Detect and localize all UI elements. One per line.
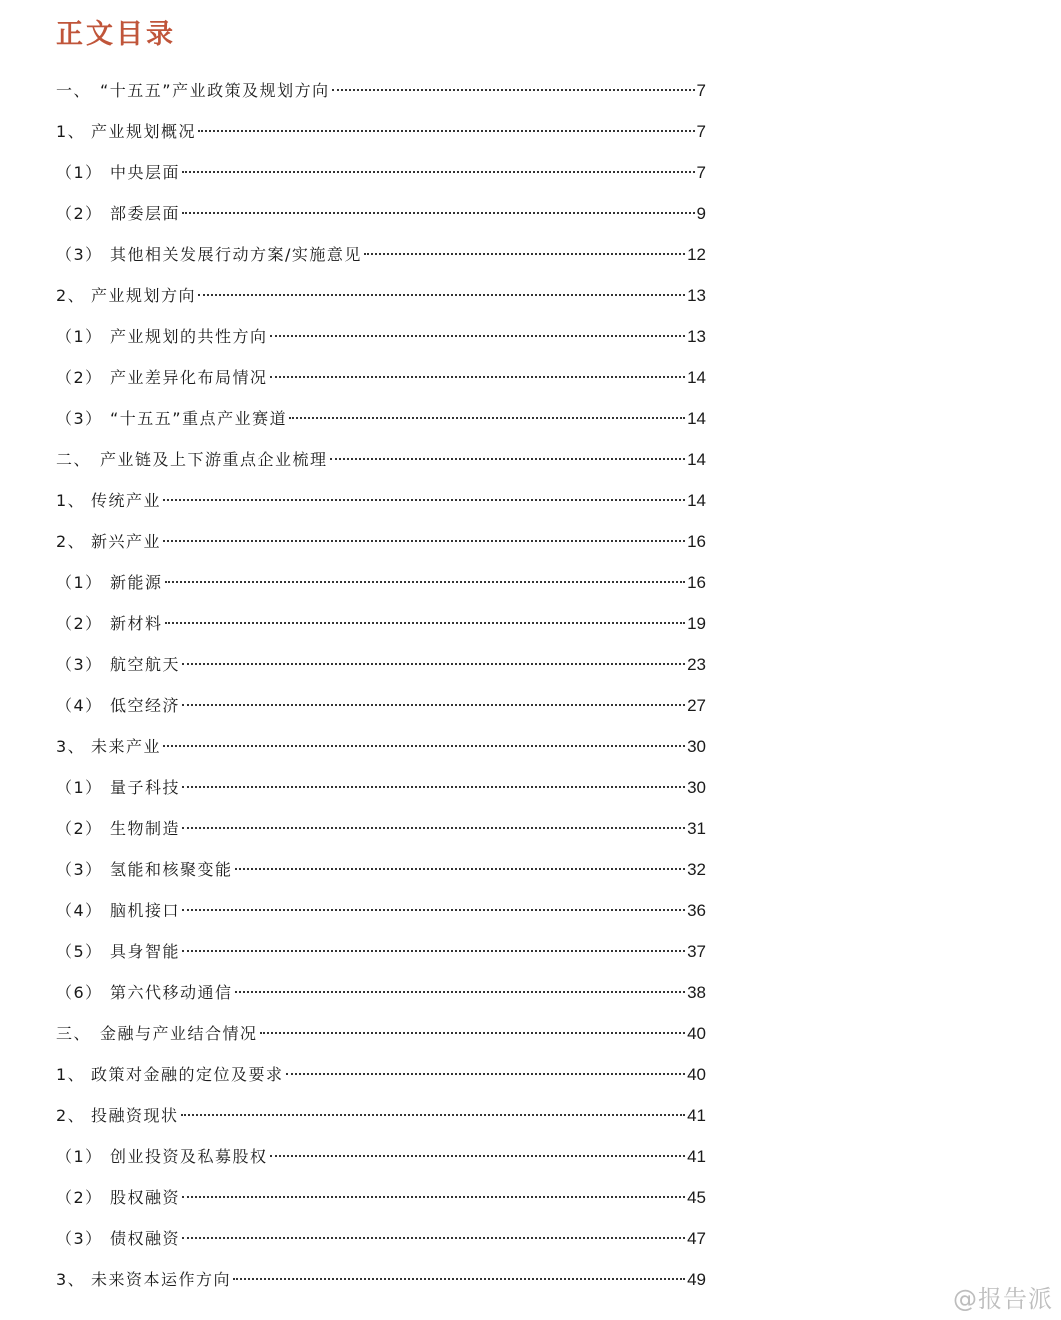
toc-entry[interactable] — [56, 569, 706, 610]
dot-leader — [163, 540, 685, 542]
dot-leader — [181, 1114, 686, 1116]
dot-leader — [332, 89, 695, 91]
toc-entry-number: （4） — [56, 901, 103, 920]
toc-entry-label: 氢能和核聚变能 — [110, 860, 233, 879]
toc-entry[interactable] — [56, 446, 706, 487]
toc-entry-page: 30 — [687, 737, 706, 756]
toc-entry-page: 14 — [687, 409, 706, 428]
toc-entry-number: （3） — [56, 655, 103, 674]
dot-leader — [182, 704, 685, 706]
dot-leader — [233, 1278, 685, 1280]
dot-leader — [163, 499, 685, 501]
toc-entry-page: 37 — [687, 942, 706, 961]
toc-entry-page: 16 — [687, 573, 706, 592]
toc-entry-page: 9 — [696, 204, 706, 223]
toc-entry-number: （3） — [56, 1229, 103, 1248]
toc-entry[interactable] — [56, 241, 706, 282]
toc-entry[interactable] — [56, 897, 706, 938]
toc-entry-label: 未来产业 — [91, 737, 162, 756]
toc-entry[interactable] — [56, 938, 706, 979]
toc-entry[interactable] — [56, 774, 706, 815]
toc-entry[interactable] — [56, 77, 706, 118]
dot-leader — [330, 458, 686, 460]
toc-entry-page: 41 — [687, 1147, 706, 1166]
dot-leader — [182, 909, 685, 911]
toc-entry-page: 14 — [687, 450, 706, 469]
toc-entry[interactable] — [56, 1266, 706, 1307]
toc-entry-label: 创业投资及私募股权 — [110, 1147, 268, 1166]
toc-entry-number: 二、 — [56, 450, 92, 469]
toc-entry[interactable] — [56, 528, 706, 569]
dot-leader — [270, 376, 686, 378]
toc-entry-number: （1） — [56, 1147, 103, 1166]
toc-entry-page: 41 — [687, 1106, 706, 1125]
toc-entry[interactable] — [56, 1225, 706, 1266]
toc-entry-page: 32 — [687, 860, 706, 879]
toc-entry-page: 45 — [687, 1188, 706, 1207]
toc-entry-page: 38 — [687, 983, 706, 1002]
toc-entry-label: 中央层面 — [110, 163, 181, 182]
dot-leader — [165, 581, 686, 583]
toc-entry-label: 政策对金融的定位及要求 — [91, 1065, 284, 1084]
toc-entry[interactable] — [56, 405, 706, 446]
toc-entry[interactable] — [56, 159, 706, 200]
toc-entry[interactable] — [56, 856, 706, 897]
dot-leader — [182, 212, 695, 214]
toc-entry-page: 49 — [687, 1270, 706, 1289]
toc-entry[interactable] — [56, 979, 706, 1020]
toc-entry-label: 产业差异化布局情况 — [110, 368, 268, 387]
toc-entry-number: （1） — [56, 327, 103, 346]
toc-entry-page: 30 — [687, 778, 706, 797]
dot-leader — [198, 130, 695, 132]
toc-entry-label: 其他相关发展行动方案/实施意见 — [110, 245, 362, 264]
toc-entry-label: 新兴产业 — [91, 532, 162, 551]
toc-entry[interactable] — [56, 1184, 706, 1225]
toc-entry-page: 13 — [687, 327, 706, 346]
toc-entry-label: 脑机接口 — [110, 901, 181, 920]
toc-entry-page: 40 — [687, 1024, 706, 1043]
dot-leader — [182, 786, 685, 788]
toc-entry-number: （5） — [56, 942, 103, 961]
toc-entry-page: 12 — [687, 245, 706, 264]
toc-entry-label: 投融资现状 — [91, 1106, 179, 1125]
toc-entry-number: 3、 — [56, 1270, 86, 1289]
toc-entry-page: 7 — [696, 81, 706, 100]
toc-entry-label: 低空经济 — [110, 696, 181, 715]
toc-entry-number: 1、 — [56, 491, 86, 510]
dot-leader — [260, 1032, 686, 1034]
toc-entry-number: 3、 — [56, 737, 86, 756]
toc-entry-number: （4） — [56, 696, 103, 715]
toc-entry-label: 新能源 — [110, 573, 163, 592]
toc-entry[interactable] — [56, 733, 706, 774]
dot-leader — [235, 991, 686, 993]
toc-entry-label: 股权融资 — [110, 1188, 181, 1207]
dot-leader — [270, 335, 686, 337]
toc-entry[interactable] — [56, 118, 706, 159]
dot-leader — [163, 745, 685, 747]
toc-entry-page: 14 — [687, 368, 706, 387]
toc-entry[interactable] — [56, 1143, 706, 1184]
dot-leader — [364, 253, 685, 255]
dot-leader — [182, 1196, 685, 1198]
toc-entry-label: 产业链及上下游重点企业梳理 — [100, 450, 328, 469]
dot-leader — [165, 622, 686, 624]
toc-entry-number: （3） — [56, 860, 103, 879]
toc-entry[interactable] — [56, 282, 706, 323]
toc-entry-label: 新材料 — [110, 614, 163, 633]
toc-entry-number: 2、 — [56, 286, 86, 305]
toc-entry-number: 1、 — [56, 122, 86, 141]
toc-entry-label: 航空航天 — [110, 655, 181, 674]
toc-entry-page: 36 — [687, 901, 706, 920]
toc-entry-number: （2） — [56, 1188, 103, 1207]
toc-entry[interactable] — [56, 1102, 706, 1143]
toc-entry-number: （2） — [56, 614, 103, 633]
dot-leader — [182, 1237, 685, 1239]
toc-entry[interactable] — [56, 1020, 706, 1061]
toc-entry[interactable] — [56, 1061, 706, 1102]
toc-entry-label: 部委层面 — [110, 204, 181, 223]
toc-entry-number: （3） — [56, 409, 103, 428]
dot-leader — [286, 1073, 686, 1075]
toc-entry-label: 第六代移动通信 — [110, 983, 233, 1002]
toc-entry-label: 生物制造 — [110, 819, 181, 838]
toc-entry[interactable] — [56, 610, 706, 651]
toc-entry-page: 19 — [687, 614, 706, 633]
watermark: @报告派 — [953, 1285, 1053, 1313]
toc-entry-number: 2、 — [56, 1106, 86, 1125]
dot-leader — [289, 417, 685, 419]
toc-entry-page: 13 — [687, 286, 706, 305]
toc-entry[interactable] — [56, 200, 706, 241]
toc-entry-label: 传统产业 — [91, 491, 162, 510]
toc-entry-page: 14 — [687, 491, 706, 510]
toc-entry-page: 40 — [687, 1065, 706, 1084]
toc-entry-number: （2） — [56, 204, 103, 223]
toc-entry-label: 金融与产业结合情况 — [100, 1024, 258, 1043]
toc-entry[interactable] — [56, 692, 706, 733]
dot-leader — [235, 868, 686, 870]
toc-entry-number: （3） — [56, 245, 103, 264]
toc-entry[interactable] — [56, 651, 706, 692]
toc-entry-number: 1、 — [56, 1065, 86, 1084]
toc-entry[interactable] — [56, 364, 706, 405]
toc-entry-label: 量子科技 — [110, 778, 181, 797]
toc-entry-page: 27 — [687, 696, 706, 715]
toc-entry-number: （1） — [56, 163, 103, 182]
toc-entry-page: 23 — [687, 655, 706, 674]
toc-entry-number: （1） — [56, 573, 103, 592]
toc-entry-label: 债权融资 — [110, 1229, 181, 1248]
toc-entry-number: 三、 — [56, 1024, 92, 1043]
toc-entry-number: 一、 — [56, 81, 92, 100]
toc-entry-page: 7 — [696, 122, 706, 141]
toc-entry-page: 16 — [687, 532, 706, 551]
toc-entry-label: 产业规划方向 — [91, 286, 197, 305]
toc-entry-number: （6） — [56, 983, 103, 1002]
toc-entry-label: 具身智能 — [110, 942, 181, 961]
toc-entry[interactable] — [56, 323, 706, 364]
toc-entry-label: 未来资本运作方向 — [91, 1270, 232, 1289]
toc-entry-label: “十五五”产业政策及规划方向 — [100, 81, 330, 100]
dot-leader — [270, 1155, 686, 1157]
toc-entry-label: 产业规划概况 — [91, 122, 197, 141]
toc-entry-number: （2） — [56, 368, 103, 387]
page-title: 正文目录 — [56, 19, 176, 50]
dot-leader — [182, 827, 685, 829]
dot-leader — [182, 171, 695, 173]
toc-entry-number: 2、 — [56, 532, 86, 551]
toc-entry-page: 31 — [687, 819, 706, 838]
dot-leader — [182, 663, 685, 665]
dot-leader — [182, 950, 685, 952]
toc-entry[interactable] — [56, 487, 706, 528]
table-of-contents — [56, 77, 706, 1307]
toc-entry-page: 47 — [687, 1229, 706, 1248]
toc-entry-number: （2） — [56, 819, 103, 838]
toc-entry-number: （1） — [56, 778, 103, 797]
toc-entry-label: 产业规划的共性方向 — [110, 327, 268, 346]
toc-entry-label: “十五五”重点产业赛道 — [110, 409, 288, 428]
toc-entry[interactable] — [56, 815, 706, 856]
toc-entry-page: 7 — [696, 163, 706, 182]
dot-leader — [198, 294, 685, 296]
